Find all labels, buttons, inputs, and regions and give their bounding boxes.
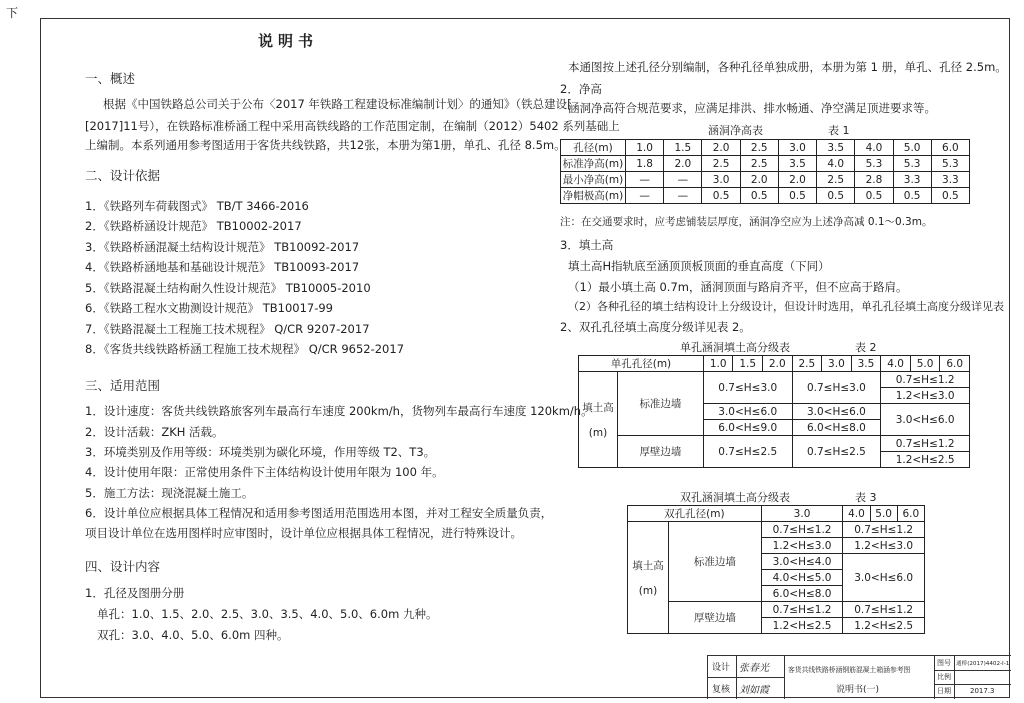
table1-title: 涵洞净高表: [708, 124, 763, 137]
table-cell: 0.7≤H≤3.0: [703, 372, 792, 404]
scope-item: 6．设计单位应根据具体工程情况和适用参考图适用范围选用本图，并对工程安全质量负责，: [85, 506, 553, 520]
table-cell: 3.3: [893, 172, 931, 188]
table-cell: 2.0: [762, 356, 792, 372]
table-cell: 0.7≤H≤2.5: [792, 436, 881, 468]
table-cell: 双孔孔径(m): [628, 506, 762, 522]
table-cell: 3.0: [761, 506, 843, 522]
table-cell: [579, 372, 618, 468]
table-cell: 标准净高(m): [561, 156, 626, 172]
table-row: [561, 188, 970, 204]
table-cell: 0.7≤H≤1.2: [881, 372, 970, 388]
table-single-fill-height: [578, 355, 970, 468]
table-cell: 0.7≤H≤3.0: [792, 372, 881, 404]
table-cell: 5.0: [870, 506, 897, 522]
table-cell: 2.5: [792, 356, 822, 372]
table-cell: 0.7≤H≤1.2: [843, 522, 925, 538]
table3-title: 双孔涵洞填土高分级表: [680, 491, 790, 504]
group-label: 填土高: [632, 560, 664, 572]
tb-role-designer: 设计: [712, 663, 731, 673]
table-cell: 1.2<H≤2.5: [761, 618, 843, 634]
table-cell: 0.5: [740, 188, 778, 204]
item-fill-height-2: （2）各种孔径的填土结构设计上分级设计，但设计时选用，单孔孔径填土高度分级详见表: [568, 300, 1004, 313]
table2-label: 表 2: [855, 341, 877, 354]
table-cell: 2.5: [702, 156, 740, 172]
table-cell: 2.5: [817, 172, 855, 188]
table-cell: 1.5: [664, 140, 702, 156]
content-line-double: 双孔：3.0、4.0、5.0、6.0m 四种。: [97, 628, 289, 642]
table-cell: 3.5: [851, 356, 881, 372]
table-cell: 6.0<H≤8.0: [792, 420, 881, 436]
tb-drawing-number: 通桥(2017)4402-Ⅰ-1: [956, 661, 1010, 667]
table-cell: 2.8: [855, 172, 893, 188]
scope-item: 1．设计速度：客货共线铁路旅客列车最高行车速度 200km/h，货物列车最高行车速度 120km/h。: [85, 404, 593, 418]
item-clear-height: 2．净高: [560, 82, 602, 96]
table-row: [561, 140, 970, 156]
title-block: [707, 655, 1011, 699]
table-cell: 6.0: [940, 356, 970, 372]
scope-item: 3．环境类别及作用等级：环境类别为碳化环境，作用等级 T2、T3。: [85, 445, 436, 459]
scope-item: 5．施工方法：现浇混凝土施工。: [85, 486, 254, 500]
table-cell: 最小净高(m): [561, 172, 626, 188]
table-cell: 1.2<H≤3.0: [761, 538, 843, 554]
table-cell: 4.0<H≤5.0: [761, 570, 843, 586]
table-row: [561, 172, 970, 188]
table-cell: 0.5: [778, 188, 816, 204]
table-cell: 1.2<H≤3.0: [843, 538, 925, 554]
table-row: [628, 602, 925, 618]
table-cell: 3.0<H≤6.0: [843, 554, 925, 602]
table-cell: —: [626, 188, 664, 204]
table-row: [628, 506, 925, 522]
table-row: [579, 436, 970, 452]
basis-item: 5．《铁路混凝土结构耐久性设计规范》 TB10005-2010: [85, 281, 371, 295]
table-cell: 1.5: [733, 356, 763, 372]
tb-role-checker: 复核: [712, 685, 731, 695]
table-cell: 0.5: [893, 188, 931, 204]
table-cell: 3.0<H≤6.0: [792, 404, 881, 420]
group-unit: (m): [588, 427, 608, 439]
table-cell: 1.2<H≤2.5: [843, 618, 925, 634]
table-cell: 6.0: [897, 506, 924, 522]
table3-label: 表 3: [855, 491, 877, 504]
table2-title: 单孔涵洞填土高分级表: [680, 341, 790, 354]
table-cell: 3.3: [931, 172, 969, 188]
table1-note: 注：在交通要求时，应考虑铺装层厚度，涵洞净空应为上述净高减 0.1～0.3m。: [560, 216, 933, 228]
table-cell: 0.7≤H≤1.2: [843, 602, 925, 618]
table-cell: 4.0: [881, 356, 911, 372]
basis-item: 1．《铁路列车荷载图式》 TB/T 3466-2016: [85, 199, 309, 213]
basis-item: 7．《铁路混凝土工程施工技术规程》 Q/CR 9207-2017: [85, 322, 370, 336]
table-cell: [628, 522, 669, 634]
item-fill-height-3: 2、双孔孔径填土高度分级详见表 2。: [560, 320, 751, 334]
scope-item: 项目设计单位在选用图样时应审图时，设计单位应根据具体工程情况，进行特殊设计。: [85, 526, 522, 540]
table-cell: 0.7≤H≤2.5: [703, 436, 792, 468]
tb-signature-checker: 刘如霞: [739, 685, 769, 696]
section-scope-heading: 三、适用范围: [85, 378, 161, 393]
scope-item: 2．设计活载：ZKH 活载。: [85, 425, 224, 439]
item-clear-height-text: 涵洞净高符合规范要求，应满足排洪、排水畅通、净空满足顶进要求等。: [568, 101, 936, 115]
table-row: [579, 372, 970, 388]
table-cell: 1.0: [703, 356, 733, 372]
table-cell: 5.3: [855, 156, 893, 172]
table1-label: 表 1: [828, 124, 850, 137]
table-cell: 0.7≤H≤1.2: [761, 522, 843, 538]
table-cell: 0.5: [702, 188, 740, 204]
table-cell: 0.7≤H≤1.2: [761, 602, 843, 618]
table-cell: 单孔孔径(m): [579, 356, 704, 372]
tb-label-scale: 比例: [937, 673, 951, 681]
item-fill-height: 3．填土高: [560, 238, 614, 252]
basis-item: 4．《铁路桥涵地基和基础设计规范》 TB10093-2017: [85, 260, 360, 274]
table-row: [579, 356, 970, 372]
tb-label-number: 图号: [937, 659, 951, 667]
tb-label-date: 日期: [937, 687, 951, 695]
table-cell: 孔径(m): [561, 140, 626, 156]
item-fill-height-text: 填土高H指轨底至涵顶顶板顶面的垂直高度（下同）: [568, 259, 830, 273]
table-cell: 标准边墙: [618, 372, 704, 436]
overview-line-2: [2017]11号），在铁路标准桥涵工程中采用高铁线路的工作范围定制，在编制（2012）5402 系列基础上: [85, 119, 620, 133]
table-clear-height: [560, 139, 970, 204]
table-cell: 5.3: [931, 156, 969, 172]
basis-item: 6．《铁路工程水文勘测设计规范》 TB10017-99: [85, 301, 334, 315]
tb-signature-designer: 张春光: [739, 663, 769, 674]
table-cell: 3.0<H≤6.0: [703, 404, 792, 420]
table-cell: 0.7≤H≤1.2: [881, 436, 970, 452]
doc-title: 说明书: [258, 32, 319, 50]
table-cell: 0.5: [931, 188, 969, 204]
table-cell: 0.5: [817, 188, 855, 204]
table-cell: 2.5: [740, 156, 778, 172]
group-unit: (m): [638, 585, 658, 597]
table-cell: 1.0: [626, 140, 664, 156]
table-double-fill-height: [627, 505, 925, 634]
table-cell: 2.0: [664, 156, 702, 172]
table-cell: 2.0: [740, 172, 778, 188]
tb-sheet-name: 说明书(一): [836, 685, 880, 695]
table-cell: —: [664, 188, 702, 204]
table-cell: 4.0: [843, 506, 870, 522]
table-cell: 6.0: [931, 140, 969, 156]
basis-item: 8．《客货共线铁路桥涵工程施工技术规程》 Q/CR 9652-2017: [85, 342, 405, 356]
table-cell: 6.0<H≤9.0: [703, 420, 792, 436]
table-cell: —: [626, 172, 664, 188]
table-cell: 2.0: [702, 140, 740, 156]
table-cell: 1.8: [626, 156, 664, 172]
table-cell: 5.0: [893, 140, 931, 156]
tb-project-name: 客货共线铁路桥涵钢筋混凝土箱涵参考图: [788, 666, 911, 674]
table-cell: 2.5: [740, 140, 778, 156]
table-cell: 1.2<H≤2.5: [881, 452, 970, 468]
table-cell: 4.0: [817, 156, 855, 172]
overview-line-3: 上编制。本系列通用参考图适用于客货共线铁路，共12张，本册为第1册，单孔、孔径 8.5m。: [85, 138, 566, 152]
group-label: 填土高: [582, 402, 614, 414]
section-basis-heading: 二、设计依据: [85, 168, 161, 183]
table-cell: —: [664, 172, 702, 188]
basis-item: 2．《铁路桥涵设计规范》 TB10002-2017: [85, 219, 302, 233]
content-line-single: 单孔：1.0、1.5、2.0、2.5、3.0、3.5、4.0、5.0、6.0m 九种。: [97, 607, 438, 621]
table-row: [561, 156, 970, 172]
table-cell: 3.0: [778, 140, 816, 156]
table-cell: 厚壁边墙: [618, 436, 704, 468]
table-row: [628, 522, 925, 538]
table-cell: 3.0<H≤6.0: [881, 404, 970, 436]
table-cell: 3.0<H≤4.0: [761, 554, 843, 570]
section-overview-heading: 一、概述: [85, 71, 136, 86]
table-cell: 厚壁边墙: [669, 602, 762, 634]
content-sub-heading: 1．孔径及图册分册: [85, 586, 185, 600]
table-cell: 5.3: [893, 156, 931, 172]
item-fill-height-1: （1）最小填土高 0.7m，涵洞顶面与路肩齐平，但不应高于路肩。: [568, 280, 908, 294]
basis-item: 3．《铁路桥涵混凝土结构设计规范》 TB10092-2017: [85, 240, 360, 254]
table-cell: 6.0<H≤8.0: [761, 586, 843, 602]
table-cell: 3.0: [822, 356, 852, 372]
table-cell: 标准边墙: [669, 522, 762, 602]
table-cell: 2.0: [778, 172, 816, 188]
table-cell: 0.5: [855, 188, 893, 204]
table-cell: 3.0: [702, 172, 740, 188]
corner-mark: 下: [6, 6, 19, 20]
overview-line-1: 根据《中国铁路总公司关于公布〈2017 年铁路工程建设标准编制计划〉的通知》（铁总建设[: [103, 97, 572, 111]
table-cell: 5.0: [910, 356, 940, 372]
table-cell: 4.0: [855, 140, 893, 156]
table-cell: 3.5: [778, 156, 816, 172]
tb-date: 2017.3: [970, 687, 995, 695]
right-intro: 本通图按上述孔径分别编制，各种孔径单独成册，本册为第 1 册，单孔、孔径 2.5m。: [568, 60, 1007, 74]
table-cell: 净帽极高(m): [561, 188, 626, 204]
table-cell: 1.2<H≤3.0: [881, 388, 970, 404]
scope-item: 4．设计使用年限：正常使用条件下主体结构设计使用年限为 100 年。: [85, 465, 444, 479]
table-cell: 3.5: [817, 140, 855, 156]
section-content-heading: 四、设计内容: [85, 559, 161, 574]
